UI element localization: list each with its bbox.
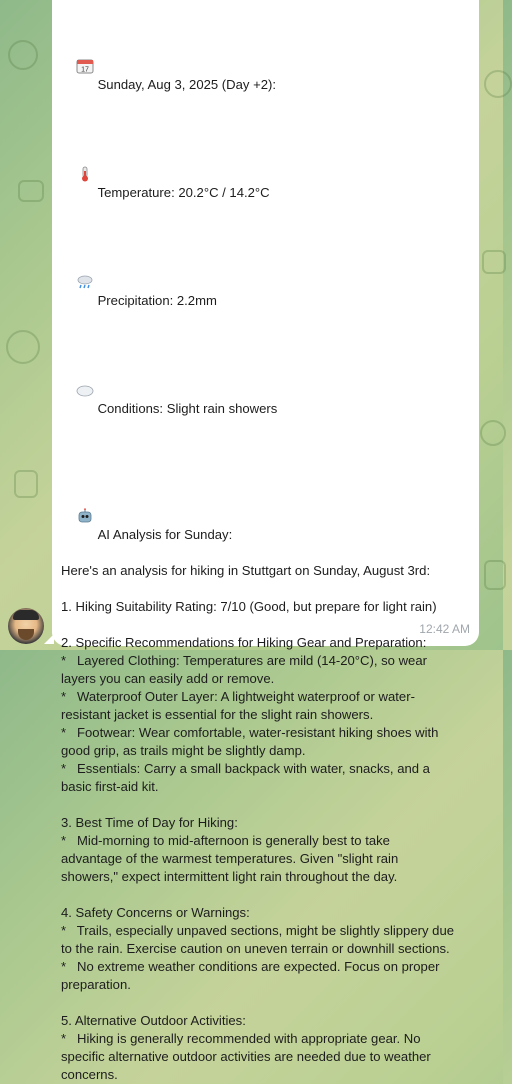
analysis-line: * Waterproof Outer Layer: A lightweight waterproof or water- (61, 689, 415, 704)
precipitation-line (61, 220, 471, 328)
ai-analysis-title-line (61, 454, 471, 562)
robot-icon (76, 472, 94, 488)
blank-line (61, 616, 471, 634)
ai-analysis-title: AI Analysis for Sunday: (97, 527, 233, 542)
analysis-line: showers," expect intermittent light rain throughout the day. (61, 869, 398, 884)
conditions-text: Conditions: Slight rain showers (97, 401, 278, 416)
analysis-line: * Hiking is generally recommended with appropriate gear. No (61, 1031, 421, 1046)
conditions-line (61, 328, 471, 436)
analysis-line: * Layered Clothing: Temperatures are mild (14-20°C), so wear (61, 653, 427, 668)
analysis-line: preparation. (61, 977, 131, 992)
analysis-line: resistant jacket is essential for the slight rain showers. (61, 707, 374, 722)
svg-text:17: 17 (80, 66, 89, 74)
analysis-line: * Essentials: Carry a small backpack with water, snacks, and a (61, 761, 430, 776)
analysis-line: advantage of the warmest temperatures. Given "slight rain (61, 851, 399, 866)
analysis-line: Here's an analysis for hiking in Stuttgart on Sunday, August 3rd: (61, 563, 431, 578)
analysis-line: * Footwear: Wear comfortable, water-resistant hiking shoes with (61, 725, 439, 740)
rain-cloud-icon (76, 238, 94, 254)
blank-line (61, 994, 471, 1012)
thermometer-icon (76, 130, 94, 146)
blank-line (61, 886, 471, 904)
message-timestamp: 12:42 AM (419, 622, 470, 636)
wallpaper-doodle (482, 250, 506, 274)
analysis-line: 4. Safety Concerns or Warnings: (61, 905, 250, 920)
precipitation-text: Precipitation: 2.2mm (97, 293, 217, 308)
analysis-line: basic first-aid kit. (61, 779, 159, 794)
analysis-line: concerns. (61, 1067, 118, 1082)
wallpaper-doodle (6, 330, 40, 364)
analysis-line: good grip, as trails might be slightly damp. (61, 743, 306, 758)
analysis-line: * Mid-morning to mid-afternoon is generally best to take (61, 833, 390, 848)
analysis-line: 3. Best Time of Day for Hiking: (61, 815, 238, 830)
temperature-text: Temperature: 20.2°C / 14.2°C (97, 185, 270, 200)
forecast-date: Sunday, Aug 3, 2025 (Day +2): (97, 77, 277, 92)
wallpaper-doodle (484, 70, 512, 98)
blank-line (61, 580, 471, 598)
blank-line (61, 796, 471, 814)
analysis-line: 2. Specific Recommendations for Hiking Gear and Preparation: (61, 635, 427, 650)
analysis-line: 5. Alternative Outdoor Activities: (61, 1013, 246, 1028)
wallpaper-doodle (480, 420, 506, 446)
avatar-beard (18, 629, 34, 640)
blank-line (61, 436, 471, 454)
forecast-date-line (61, 4, 471, 112)
analysis-line: * No extreme weather conditions are expected. Focus on proper (61, 959, 440, 974)
avatar-hat (13, 610, 39, 620)
analysis-line: specific alternative outdoor activities are needed due to weather (61, 1049, 431, 1064)
temperature-line (61, 112, 471, 220)
wallpaper-doodle (8, 40, 38, 70)
analysis-line: layers you can easily add or remove. (61, 671, 275, 686)
bot-avatar[interactable] (8, 608, 44, 644)
analysis-line: 1. Hiking Suitability Rating: 7/10 (Good, but prepare for light rain) (61, 599, 437, 614)
analysis-line: * Trails, especially unpaved sections, might be slightly slippery due (61, 923, 455, 938)
wallpaper-doodle (14, 470, 38, 498)
analysis-body (61, 562, 471, 1084)
analysis-line: to the rain. Exercise caution on uneven terrain or downhill sections. (61, 941, 450, 956)
cloud-icon (76, 346, 94, 362)
wallpaper-doodle (484, 560, 506, 590)
message-bubble[interactable] (52, 0, 479, 1082)
wallpaper-doodle (18, 180, 44, 202)
calendar-icon (76, 22, 94, 74)
